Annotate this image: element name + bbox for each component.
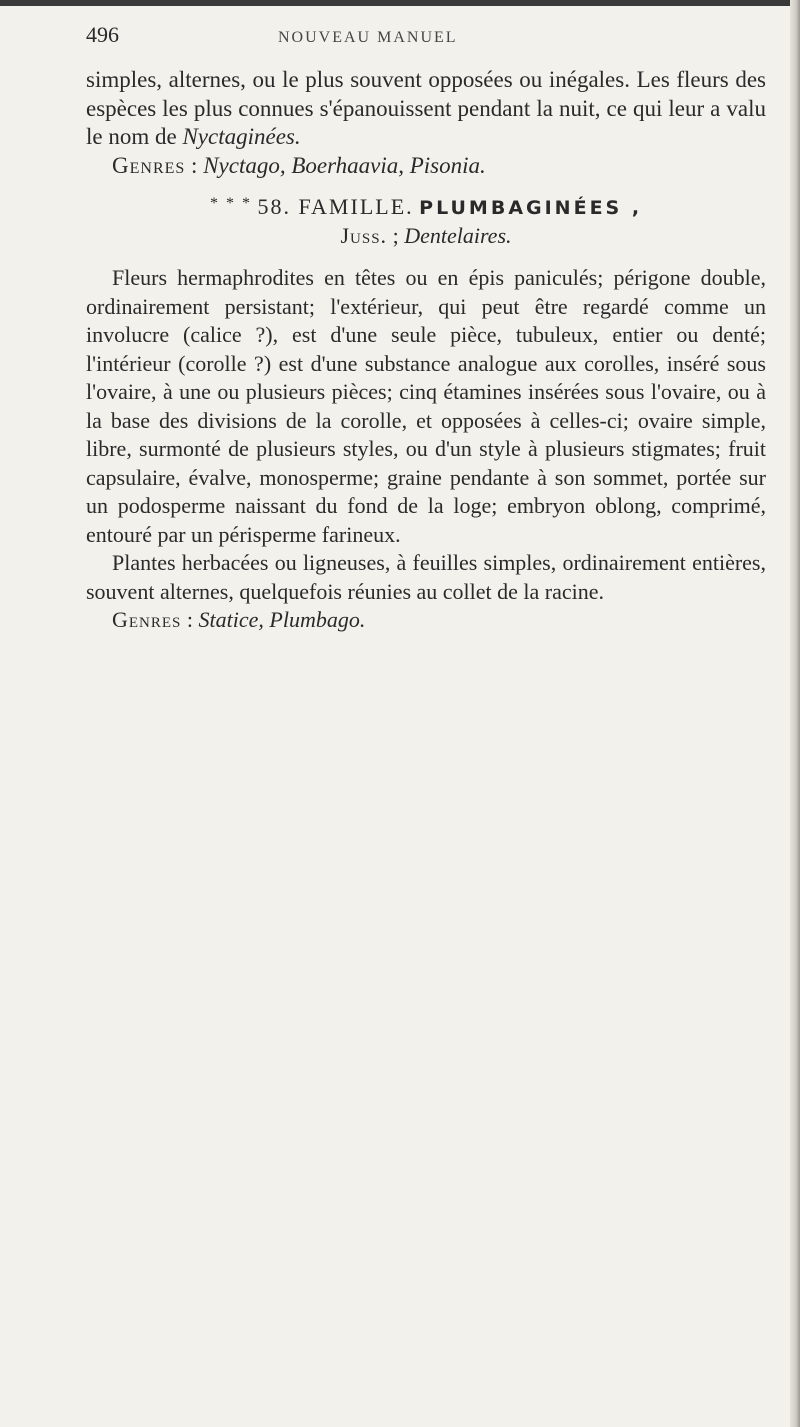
genera-separator: : [181,607,199,633]
genera-line-2 [86,606,766,635]
genera-separator: : [185,152,204,178]
genera-line-1 [86,152,766,181]
top-border [0,0,800,6]
intro-paragraph [86,66,766,152]
genera-names: Statice, Plumbago. [198,607,366,633]
family-name: PLUMBAGINÉES , [419,197,643,220]
subheading-separator: ; [387,223,405,249]
description-paragraph-1: Fleurs hermaphrodites en têtes ou en épis paniculés; périgone double, ordinairement persistant; l'extérieur, qui peut être regardé comme un involucre (calice ?), est d'une seule pièce, tubuleux, entier ou denté; l'intérieur (corolle ?) est d'une substance analogue aux corolles, inséré sous l'ovaire, à une ou plusieurs pièces; cinq étamines insérées sous l'ovaire, ou à la base des divisions de la corolle, et opposées à celles-ci; ovaire simple, libre, surmonté de plusieurs styles, ou d'un style à plusieurs stigmates; fruit capsulaire, évalve, monosperme; graine pendante à son sommet, portée sur un podosperme naissant du fond de la loge; embryon oblong, comprimé, entouré par un périsperme farineux. [86,265,766,547]
page-edge [790,0,800,1427]
family-heading [86,190,766,222]
family-subheading [86,222,766,250]
asterism: * * * [209,195,252,213]
family-common-name: Dentelaires. [404,223,512,249]
genera-label: Genres [112,607,182,633]
genera-names: Nyctago, Boerhaavia, Pisonia. [203,152,486,178]
book-page [86,22,766,635]
intro-text: simples, alternes, ou le plus souvent opposées ou inégales. Les fleurs des espèces les plus connues s'épanouissent pendant la nuit, ce qui leur a valu le nom de [86,67,766,150]
family-author: Juss. [340,223,388,249]
running-head [86,22,766,66]
genera-label: Genres [112,152,186,178]
family-number: 58. FAMILLE. [257,194,414,220]
running-title: NOUVEAU MANUEL [278,29,458,46]
page-number: 496 [86,22,119,47]
description-paragraph-2: Plantes herbacées ou ligneuses, à feuilles simples, ordinairement entières, souvent alternes, quelquefois réunies au collet de la racine. [86,550,766,604]
intro-italic-name: Nyctaginées. [182,124,301,150]
